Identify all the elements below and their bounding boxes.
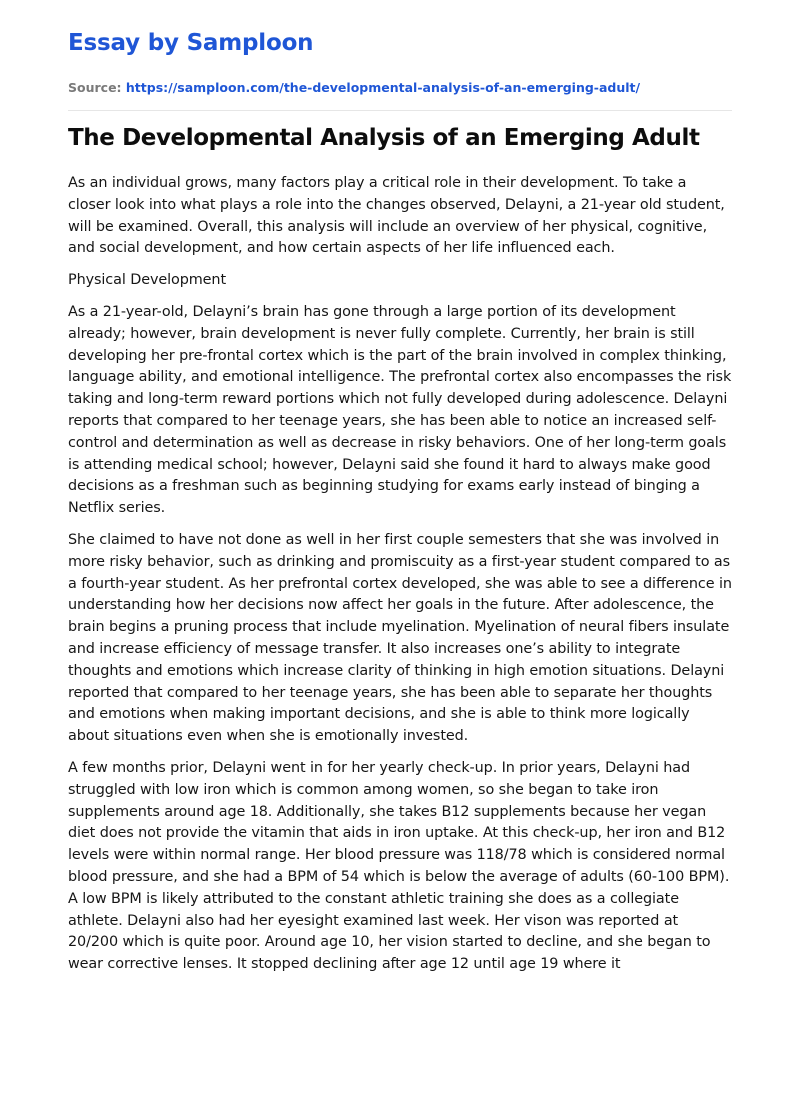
site-brand[interactable]: Essay by Samploon (68, 30, 314, 56)
paragraph-brain-development: As a 21-year-old, Delayni’s brain has gone through a large portion of its development already; however, brain development is never fully complete. Currently, her brain is still developing her pre-frontal cortex which is the part of the brain involved in complex thinking, language ability, and emotional intelligence. The prefrontal cortex also encompasses the risk taking and long-term reward portions which not fully developed during adolescence. Delayni reports that compared to her teenage years, she has been able to notice an increased self-control and determination as well as decrease in risky behaviors. One of her long-term goals is attending medical school; however, Delayni said she found it hard to always make good decisions as a freshman such as beginning studying for exams early instead of binging a Netflix series. (68, 303, 732, 517)
essay-title: The Developmental Analysis of an Emerging Adult (68, 125, 700, 151)
paragraph-check-up: A few months prior, Delayni went in for her yearly check-up. In prior years, Delayni had struggled with low iron which is common among women, so she began to take iron supplements around age 18. Additionally, she takes B12 supplements because her vegan diet does not provide the vitamin that aids in iron uptake. At this check-up, her iron and B12 levels were within normal range. Her blood pressure was 118/78 which is considered normal blood pressure, and she had a BPM of 54 which is below the average of adults (60-100 BPM). A low BPM is likely attributed to the constant athletic training she does as a collegiate athlete. Delayni also had her eyesight examined last week. Her vison was reported at 20/200 which is quite poor. Around age 10, her vision started to decline, and she began to wear corrective lenses. It stopped declining after age 12 until age 19 where it (68, 759, 730, 973)
source-link[interactable]: https://samploon.com/the-developmental-analysis-of-an-emerging-adult/ (125, 80, 641, 95)
section-heading-physical-development: Physical Development (68, 272, 226, 289)
paragraph-intro: As an individual grows, many factors play a critical role in their development. To take a closer look into what plays a role into the changes observed, Delayni, a 21-year old student, will be examined. Overall, this analysis will include an overview of her physical, cognitive, and social development, and how certain aspects of her life influenced each. (68, 175, 725, 257)
source-label: Source: (68, 80, 126, 95)
essay-body (68, 173, 732, 986)
header-divider (68, 110, 732, 111)
source-line (68, 79, 640, 97)
paragraph-risky-behavior: She claimed to have not done as well in her first couple semesters that she was involved in more risky behavior, such as drinking and promiscuity as a first-year student compared to as a fourth-year student. As her prefrontal cortex developed, she was able to see a difference in understanding how her decisions now affect her goals in the future. After adolescence, the brain begins a pruning process that include myelination. Myelination of neural fibers insulate and increase efficiency of message transfer. It also increases one’s ability to integrate thoughts and emotions which increase clarity of thinking in high emotion situations. Delayni reported that compared to her teenage years, she has been able to separate her thoughts and emotions when making important decisions, and she is able to think more logically about situations even when she is emotionally invested. (68, 531, 732, 745)
